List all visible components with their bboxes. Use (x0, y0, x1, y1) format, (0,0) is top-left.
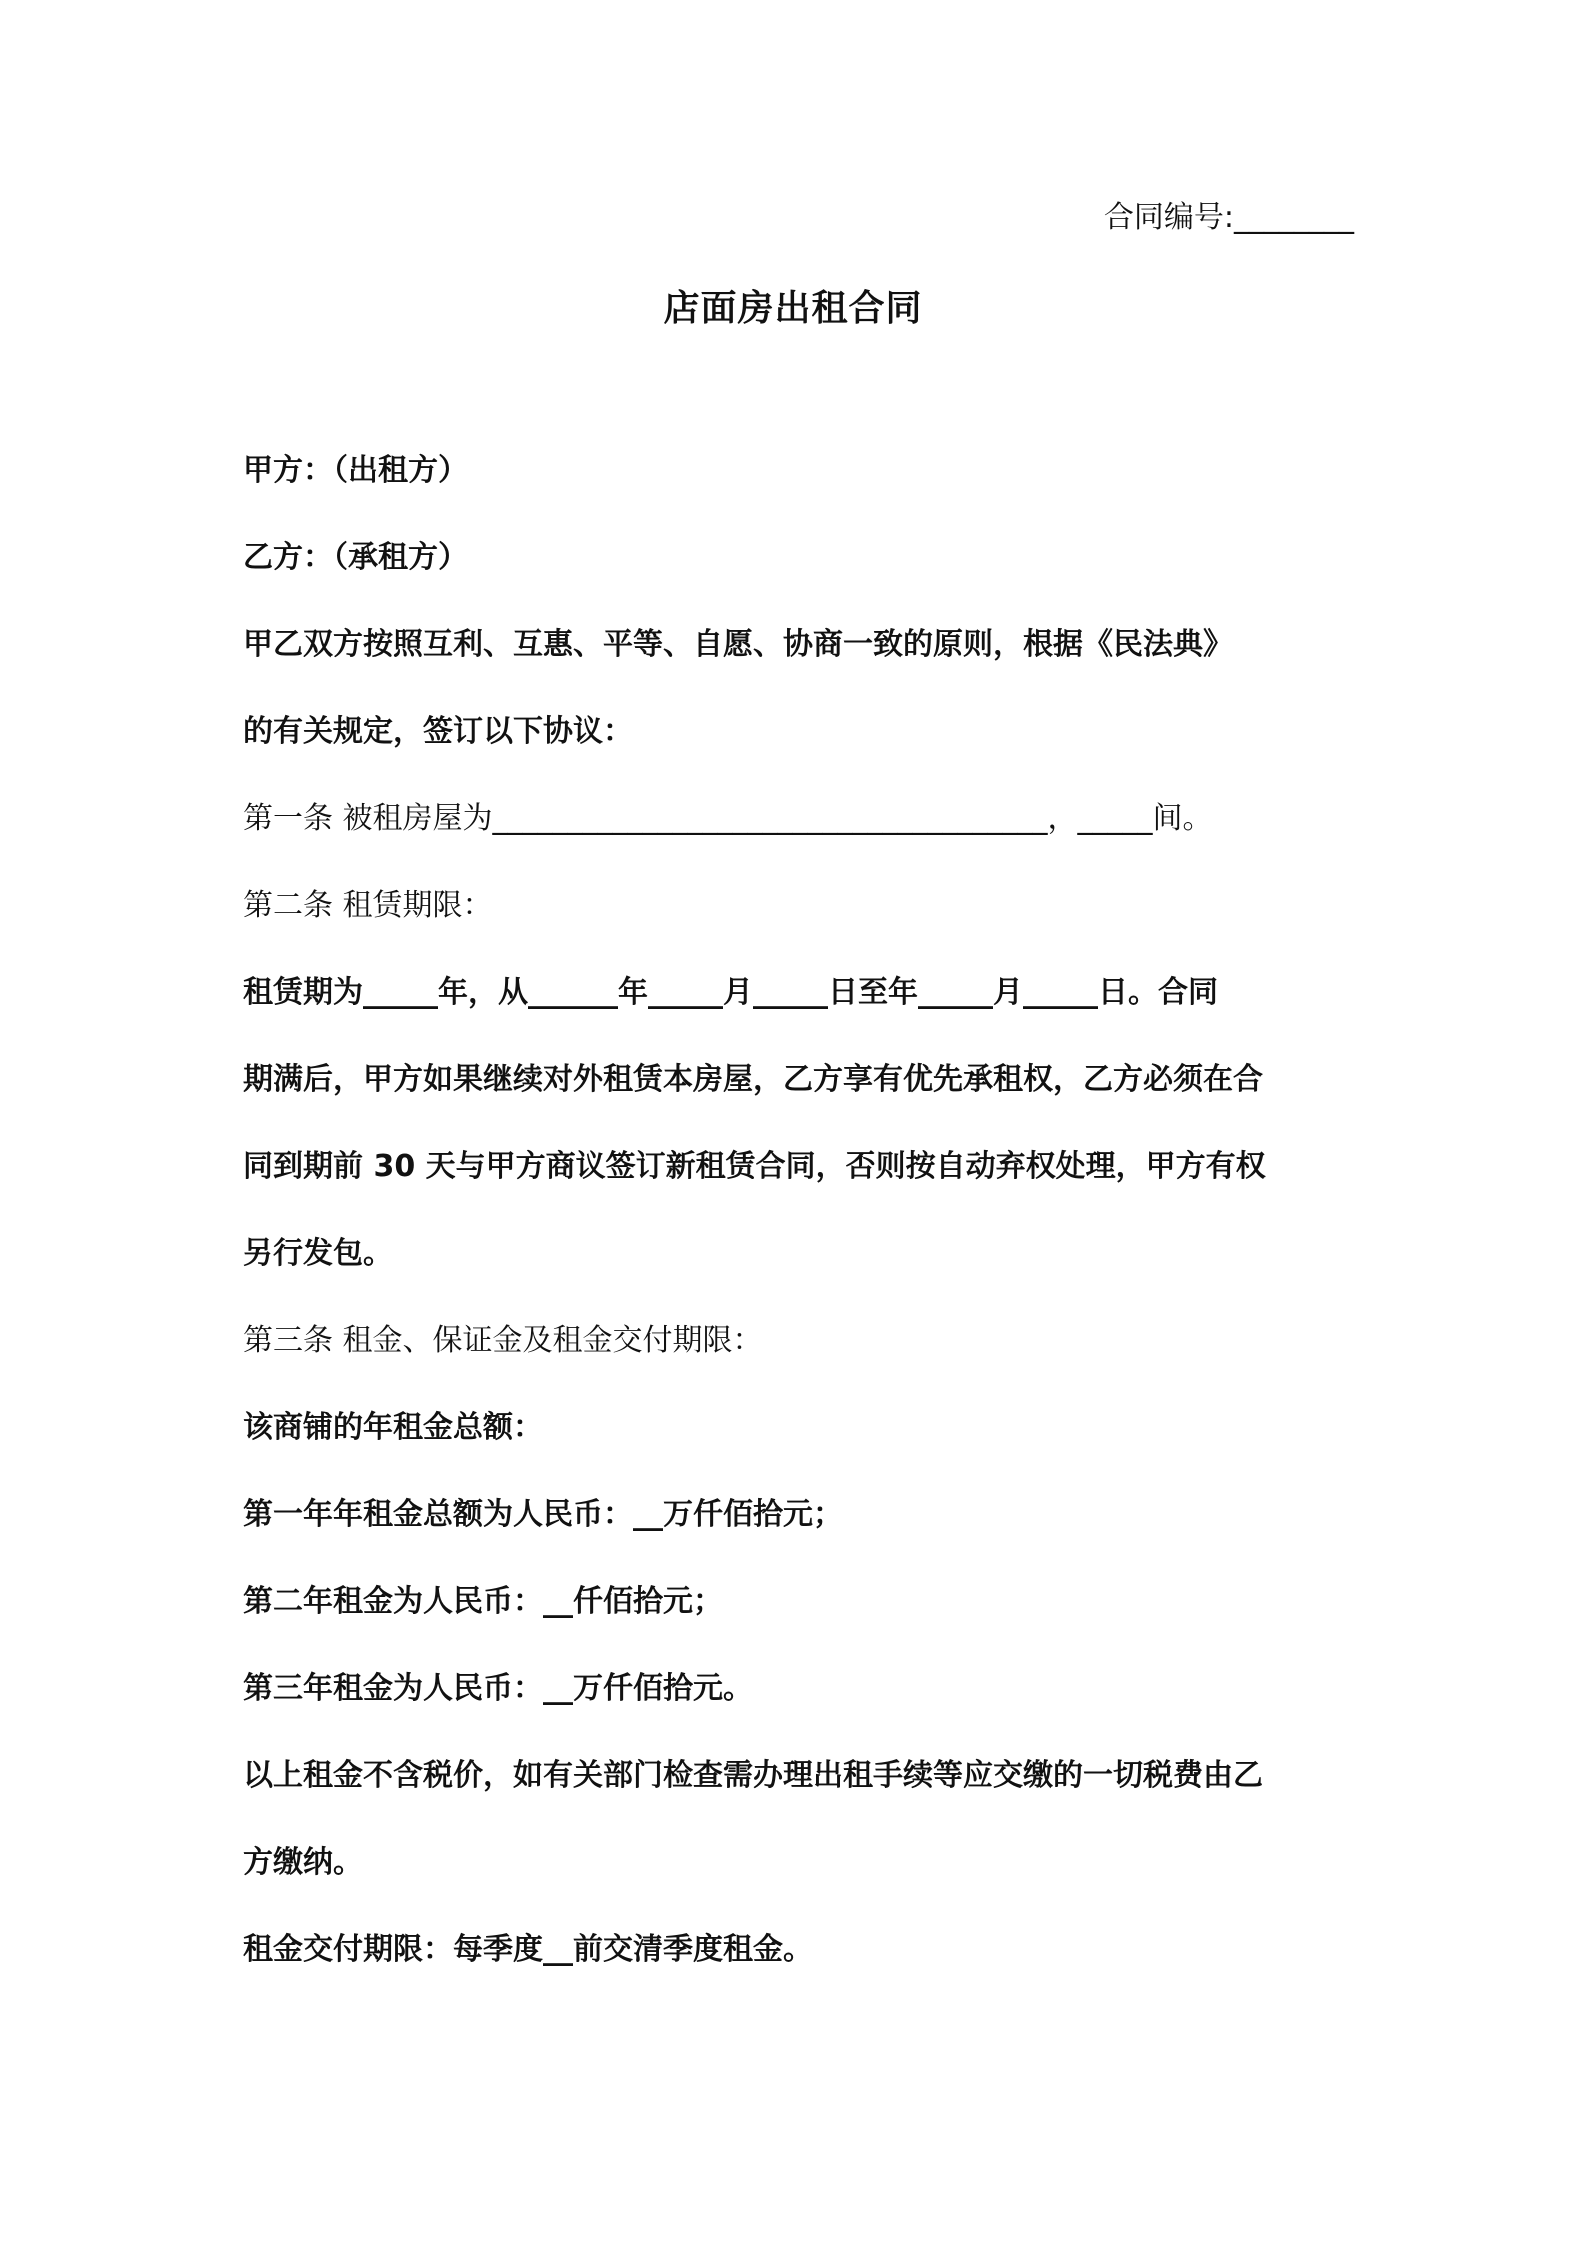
article-3-tax-line-2: 方缴纳。 (243, 1845, 363, 1880)
article-2-line-4: 另行发包。 (243, 1236, 393, 1271)
article-3-year-3: 第三年租金为人民币：__万仟佰拾元。 (243, 1671, 753, 1706)
article-2-title: 第二条 租赁期限： (243, 888, 493, 923)
article-3-rent-total: 该商铺的年租金总额： (243, 1410, 543, 1445)
article-3-tax-line-1: 以上租金不含税价，如有关部门检查需办理出租手续等应交缴的一切税费由乙 (243, 1758, 1263, 1793)
article-3-year-1: 第一年年租金总额为人民币：__万仟佰拾元； (243, 1497, 843, 1532)
article-2-line-3: 同到期前 30 天与甲方商议签订新租赁合同，否则按自动弃权处理，甲方有权 (243, 1149, 1266, 1184)
document-title: 店面房出租合同 (663, 288, 923, 329)
article-2-line-1: 租赁期为_____年，从______年_____月_____日至年_____月_____日。合同 (243, 975, 1218, 1010)
article-3-year-2: 第二年租金为人民币：__仟佰拾元； (243, 1584, 723, 1619)
party-b-line: 乙方：（承租方） (243, 540, 468, 575)
article-2-line-2: 期满后，甲方如果继续对外租赁本房屋，乙方享有优先承租权，乙方必须在合 (243, 1062, 1263, 1097)
article-3-title: 第三条 租金、保证金及租金交付期限： (243, 1323, 763, 1358)
intro-line-2: 的有关规定，签订以下协议： (243, 714, 633, 749)
intro-line-1: 甲乙双方按照互利、互惠、平等、自愿、协商一致的原则，根据《民法典》 (243, 627, 1233, 662)
article-3-deadline: 租金交付期限：每季度__前交清季度租金。 (243, 1932, 813, 1967)
contract-number: 合同编号:________ (1103, 200, 1354, 235)
party-a-line: 甲方：（出租方） (243, 453, 468, 488)
article-1: 第一条 被租房屋为_____________________________________，_____间。 (243, 801, 1213, 836)
